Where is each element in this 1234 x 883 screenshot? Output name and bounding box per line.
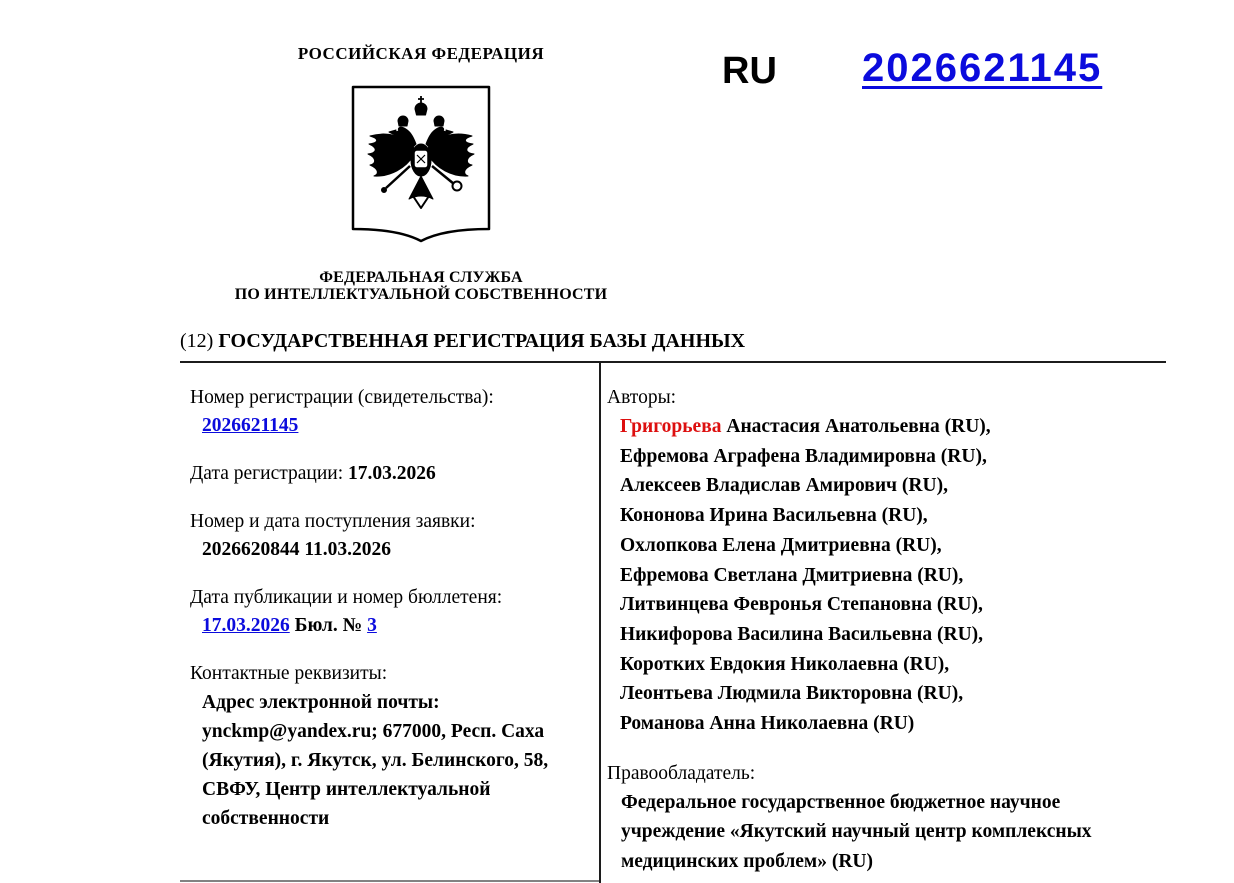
author-item-11: Романова Анна Николаевна (RU) [620, 713, 915, 735]
registration-date-label: Дата регистрации: [190, 463, 344, 484]
details-table [180, 362, 1166, 883]
author-item-9: Коротких Евдокия Николаевна (RU), [620, 653, 950, 675]
bulletin-number-link[interactable]: 3 [367, 615, 377, 636]
author-item-10: Леонтьева Людмила Викторовна (RU), [620, 683, 964, 705]
right-column [599, 362, 1166, 883]
country-heading: РОССИЙСКАЯ ФЕДЕРАЦИЯ [297, 44, 545, 63]
publication-label: Дата публикации и номер бюллетеня: [190, 587, 503, 608]
author-item-3: Алексеев Владислав Амирович (RU), [620, 475, 948, 497]
author-item-4: Кононова Ирина Васильевна (RU), [620, 505, 928, 527]
authors-label: Авторы: [607, 387, 677, 408]
title-text: ГОСУДАРСТВЕННАЯ РЕГИСТРАЦИЯ БАЗЫ ДАННЫХ [218, 330, 746, 352]
contacts-value: Адрес электронной почты: ynckmp@yandex.ru; 677000, Респ. Саха (Якутия), г. Якутск, ул. Белинского, 58, СВФУ, Центр интеллектуальной собственности [202, 692, 549, 829]
author-item-7: Литвинцева Февронья Степановна (RU), [620, 594, 983, 616]
registration-number-label: Номер регистрации (свидетельства): [190, 387, 494, 408]
holder-label: Правообладатель: [607, 762, 756, 784]
russia-coat-of-arms-icon [350, 84, 492, 243]
registration-number-link[interactable]: 2026621145 [202, 415, 299, 436]
publication-date-link[interactable]: 17.03.2026 [202, 615, 290, 636]
holder-value: Федеральное государственное бюджетное научное учреждение «Якутский научный центр комплексных медицинских проблем» (RU) [621, 791, 1092, 872]
application-label: Номер и дата поступления заявки: [190, 511, 476, 532]
document-number-link[interactable]: 2026621145 [862, 46, 1103, 90]
contacts-label: Контактные реквизиты: [190, 663, 388, 684]
kind-code: (12) [180, 330, 214, 352]
country-code: RU [722, 50, 777, 92]
registration-date-field [190, 460, 583, 488]
agency-line2: ПО ИНТЕЛЛЕКТУАЛЬНОЙ СОБСТВЕННОСТИ [234, 286, 608, 303]
bulletin-label: Бюл. № [294, 615, 363, 636]
application-field [190, 508, 583, 564]
left-column [180, 362, 599, 883]
agency-heading [140, 269, 702, 303]
registration-number-field [190, 384, 583, 440]
author-first-surname: Григорьева [620, 416, 722, 437]
agency-line1: ФЕДЕРАЛЬНАЯ СЛУЖБА [319, 269, 523, 286]
contacts-field [190, 660, 583, 833]
author-item-6: Ефремова Светлана Дмитриевна (RU), [620, 564, 964, 586]
double-headed-eagle-icon [350, 84, 492, 243]
left-cell-bottom-border [180, 880, 601, 882]
author-item-5: Охлопкова Елена Дмитриевна (RU), [620, 534, 942, 556]
registration-date-value: 17.03.2026 [348, 463, 436, 484]
author-first-rest: Анастасия Анатольевна (RU), [726, 416, 991, 437]
author-item-1 [607, 412, 1156, 442]
publication-field [190, 584, 583, 640]
author-item-2: Ефремова Аграфена Владимировна (RU), [620, 445, 987, 467]
application-value: 2026620844 11.03.2026 [202, 539, 392, 560]
document-title [180, 330, 1166, 363]
author-item-8: Никифорова Василина Васильевна (RU), [620, 623, 984, 645]
